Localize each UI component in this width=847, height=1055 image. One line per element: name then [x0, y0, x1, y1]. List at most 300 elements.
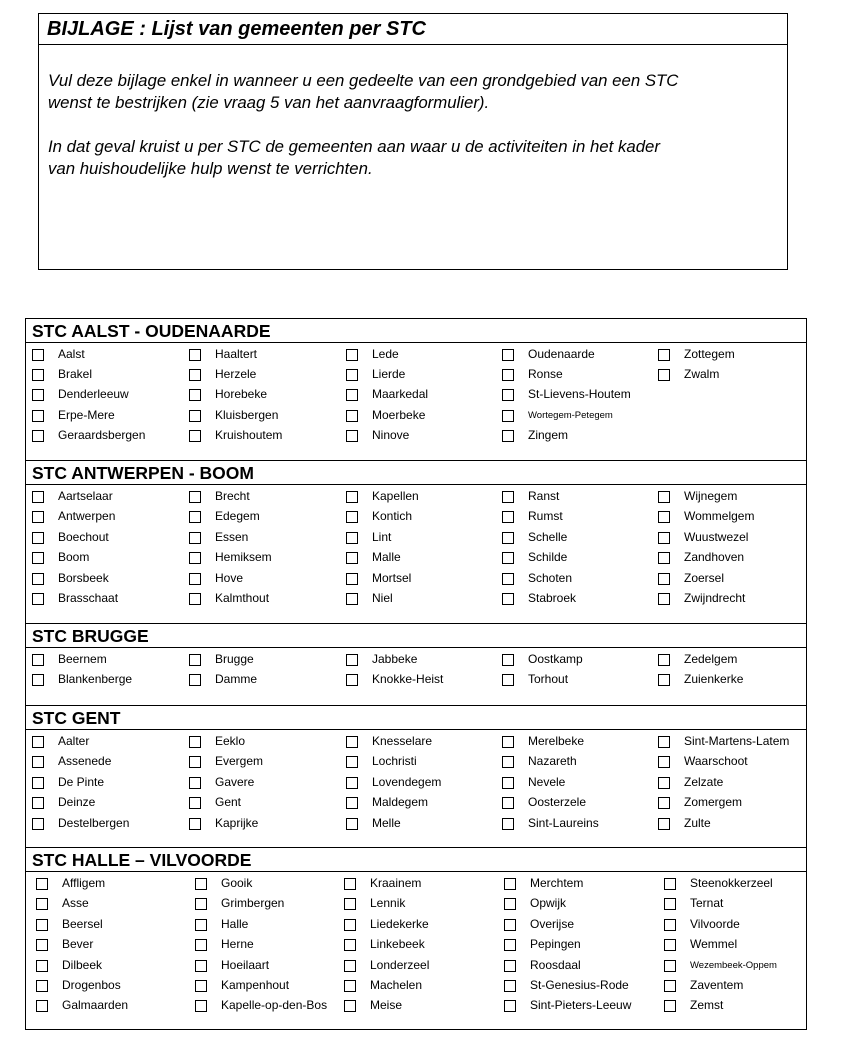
municipality-label: Zwijndrecht [684, 591, 746, 605]
municipality-checkbox[interactable] [502, 369, 514, 381]
municipality-option[interactable] [658, 796, 792, 816]
municipality-option[interactable] [36, 999, 170, 1019]
municipality-option[interactable] [504, 938, 638, 958]
municipality-label: Erpe-Mere [58, 407, 115, 422]
municipality-checkbox[interactable] [36, 980, 48, 992]
municipality-option[interactable] [36, 959, 170, 979]
municipality-option[interactable] [502, 429, 636, 449]
municipality-label: Denderleeuw [58, 387, 129, 402]
municipality-checkbox[interactable] [189, 756, 201, 768]
municipality-checkbox[interactable] [502, 593, 514, 605]
municipality-checkbox[interactable] [32, 818, 44, 830]
municipality-option[interactable] [502, 592, 636, 612]
municipality-checkbox[interactable] [32, 430, 44, 442]
municipality-option[interactable] [32, 348, 166, 368]
municipality-option[interactable] [664, 999, 798, 1019]
municipality-option[interactable] [32, 796, 166, 816]
municipality-label: Destelbergen [58, 815, 130, 830]
municipality-checkbox[interactable] [344, 898, 356, 910]
municipality-option[interactable] [32, 409, 166, 429]
municipality-option[interactable] [502, 551, 636, 571]
municipality-label: Zomergem [684, 795, 743, 810]
municipality-checkbox[interactable] [502, 430, 514, 442]
municipality-option[interactable] [658, 531, 792, 551]
municipality-checkbox[interactable] [32, 674, 44, 686]
municipality-option[interactable] [32, 429, 166, 449]
municipality-option[interactable] [36, 897, 170, 917]
municipality-checkbox[interactable] [195, 878, 207, 890]
municipality-checkbox[interactable] [346, 430, 358, 442]
municipality-option[interactable] [346, 490, 480, 510]
municipality-checkbox[interactable] [664, 878, 676, 890]
municipality-checkbox[interactable] [344, 960, 356, 972]
municipality-checkbox[interactable] [32, 389, 44, 401]
municipality-checkbox[interactable] [346, 349, 358, 361]
municipality-option[interactable] [504, 918, 638, 938]
municipality-option[interactable] [195, 979, 329, 999]
municipality-checkbox[interactable] [189, 573, 201, 585]
municipality-checkbox[interactable] [32, 654, 44, 666]
municipality-checkbox[interactable] [32, 349, 44, 361]
municipality-checkbox[interactable] [36, 939, 48, 951]
municipality-option[interactable] [658, 510, 792, 530]
municipality-checkbox[interactable] [658, 491, 670, 503]
municipality-option[interactable] [189, 368, 323, 388]
municipality-label: Kapelle-op-den-Bos [221, 998, 328, 1013]
municipality-option[interactable] [658, 735, 792, 755]
municipality-checkbox[interactable] [504, 878, 516, 890]
municipality-label: Geraardsbergen [58, 427, 146, 442]
municipality-checkbox[interactable] [32, 797, 44, 809]
municipality-option[interactable] [189, 409, 323, 429]
municipality-option[interactable] [502, 653, 636, 673]
municipality-checkbox[interactable] [32, 369, 44, 381]
municipality-checkbox[interactable] [664, 980, 676, 992]
municipality-label: Boom [58, 550, 90, 565]
instruction-paragraph-2 [48, 136, 660, 180]
municipality-label: Sint-Laureins [528, 815, 599, 830]
municipality-option[interactable] [502, 368, 636, 388]
municipality-checkbox[interactable] [346, 736, 358, 748]
municipality-checkbox[interactable] [346, 511, 358, 523]
municipality-option[interactable] [346, 531, 480, 551]
municipality-option[interactable] [195, 999, 329, 1019]
municipality-option[interactable] [504, 877, 638, 897]
municipality-label: Machelen [370, 978, 423, 992]
municipality-checkbox[interactable] [189, 430, 201, 442]
municipality-option[interactable] [36, 918, 170, 938]
municipality-checkbox[interactable] [502, 410, 514, 422]
municipality-option[interactable] [664, 959, 798, 979]
municipality-checkbox[interactable] [346, 593, 358, 605]
municipality-checkbox[interactable] [189, 511, 201, 523]
municipality-checkbox[interactable] [658, 593, 670, 605]
municipality-option[interactable] [346, 388, 480, 408]
municipality-option[interactable] [189, 531, 323, 551]
municipality-checkbox[interactable] [502, 511, 514, 523]
municipality-checkbox[interactable] [36, 878, 48, 890]
municipality-option[interactable] [658, 776, 792, 796]
municipality-option[interactable] [189, 429, 323, 449]
municipality-option[interactable] [32, 551, 166, 571]
municipality-option[interactable] [189, 388, 323, 408]
municipality-checkbox[interactable] [502, 573, 514, 585]
municipality-option[interactable] [346, 796, 480, 816]
municipality-label: Wortegem-Petegem [528, 409, 613, 421]
municipality-option[interactable] [502, 673, 636, 693]
municipality-checkbox[interactable] [189, 674, 201, 686]
municipality-checkbox[interactable] [32, 736, 44, 748]
municipality-checkbox[interactable] [189, 552, 201, 564]
municipality-option[interactable] [658, 653, 792, 673]
municipality-checkbox[interactable] [502, 552, 514, 564]
municipality-checkbox[interactable] [195, 898, 207, 910]
municipality-option[interactable] [502, 776, 636, 796]
municipality-option[interactable] [658, 348, 792, 368]
municipality-checkbox[interactable] [195, 939, 207, 951]
municipality-option[interactable] [658, 755, 792, 775]
municipality-checkbox[interactable] [189, 797, 201, 809]
municipality-label: Evergem [215, 754, 264, 769]
municipality-checkbox[interactable] [189, 369, 201, 381]
municipality-checkbox[interactable] [189, 491, 201, 503]
municipality-checkbox[interactable] [36, 960, 48, 972]
municipality-option[interactable] [189, 755, 323, 775]
municipality-option[interactable] [36, 938, 170, 958]
municipality-checkbox[interactable] [32, 491, 44, 503]
municipality-option[interactable] [346, 551, 480, 571]
municipality-label: Herne [221, 937, 254, 952]
municipality-option[interactable] [344, 999, 478, 1019]
municipality-option[interactable] [346, 653, 480, 673]
municipality-checkbox[interactable] [658, 552, 670, 564]
municipality-checkbox[interactable] [346, 369, 358, 381]
municipality-label: Niel [372, 591, 393, 605]
municipality-label: Zelzate [684, 774, 724, 789]
municipality-option[interactable] [189, 348, 323, 368]
municipality-label: Zandhoven [684, 550, 745, 565]
instruction-paragraph-1 [48, 70, 678, 114]
municipality-label: Schoten [528, 570, 573, 585]
municipality-checkbox[interactable] [504, 980, 516, 992]
municipality-checkbox[interactable] [32, 756, 44, 768]
municipality-checkbox[interactable] [344, 980, 356, 992]
stc-section [26, 705, 806, 848]
municipality-option[interactable] [346, 429, 480, 449]
municipality-option[interactable] [658, 368, 792, 388]
municipality-label: Opwijk [530, 896, 567, 911]
municipality-checkbox[interactable] [346, 532, 358, 544]
municipality-checkbox[interactable] [32, 777, 44, 789]
municipality-label: Ronse [528, 367, 563, 382]
municipality-checkbox[interactable] [502, 349, 514, 361]
municipality-option[interactable] [658, 572, 792, 592]
municipality-label: Knesselare [372, 734, 433, 748]
municipality-checkbox[interactable] [658, 756, 670, 768]
municipality-option[interactable] [344, 979, 478, 999]
municipality-checkbox[interactable] [189, 532, 201, 544]
intro-box [38, 13, 788, 270]
municipality-checkbox[interactable] [36, 898, 48, 910]
municipality-checkbox[interactable] [658, 573, 670, 585]
municipality-label: Gooik [221, 876, 253, 890]
municipality-option[interactable] [195, 918, 329, 938]
municipality-label: Mortsel [372, 570, 412, 585]
municipality-option[interactable] [658, 551, 792, 571]
municipality-checkbox[interactable] [664, 919, 676, 931]
municipality-checkbox[interactable] [504, 919, 516, 931]
municipality-option[interactable] [32, 572, 166, 592]
municipality-checkbox[interactable] [658, 674, 670, 686]
municipality-option[interactable] [346, 735, 480, 755]
instruction-line: van huishoudelijke hulp wenst te verrichten. [48, 159, 373, 178]
municipality-option[interactable] [658, 673, 792, 693]
municipality-option[interactable] [195, 959, 329, 979]
municipality-label: Eeklo [215, 734, 246, 748]
municipality-checkbox[interactable] [504, 939, 516, 951]
municipality-option[interactable] [195, 938, 329, 958]
municipality-option[interactable] [344, 897, 478, 917]
municipality-checkbox[interactable] [195, 960, 207, 972]
municipality-option[interactable] [504, 999, 638, 1019]
municipality-checkbox[interactable] [32, 573, 44, 585]
municipality-option[interactable] [664, 877, 798, 897]
municipality-checkbox[interactable] [36, 919, 48, 931]
municipality-checkbox[interactable] [658, 818, 670, 830]
municipality-label: Londerzeel [370, 957, 430, 972]
municipality-checkbox[interactable] [189, 736, 201, 748]
municipality-option[interactable] [195, 897, 329, 917]
municipality-checkbox[interactable] [504, 1000, 516, 1012]
municipality-label: Beersel [62, 916, 103, 931]
municipality-option[interactable] [346, 817, 480, 837]
municipality-option[interactable] [502, 817, 636, 837]
municipality-label: Aalst [58, 347, 85, 361]
municipality-checkbox[interactable] [346, 777, 358, 789]
municipality-checkbox[interactable] [195, 980, 207, 992]
stc-section-title: STC HALLE – VILVOORDE [26, 848, 806, 872]
municipality-option[interactable] [32, 673, 166, 693]
municipality-option[interactable] [32, 510, 166, 530]
municipality-checkbox[interactable] [658, 654, 670, 666]
municipality-option[interactable] [502, 510, 636, 530]
municipality-checkbox[interactable] [189, 410, 201, 422]
municipality-option[interactable] [344, 918, 478, 938]
municipality-checkbox[interactable] [502, 797, 514, 809]
municipality-option[interactable] [189, 817, 323, 837]
municipality-checkbox[interactable] [344, 1000, 356, 1012]
municipality-option[interactable] [189, 551, 323, 571]
municipality-option[interactable] [346, 572, 480, 592]
municipality-option[interactable] [346, 755, 480, 775]
municipality-option[interactable] [32, 388, 166, 408]
municipality-label: Zedelgem [684, 652, 738, 666]
municipality-option[interactable] [664, 918, 798, 938]
municipality-checkbox[interactable] [195, 1000, 207, 1012]
municipality-checkbox[interactable] [502, 818, 514, 830]
municipality-option[interactable] [346, 348, 480, 368]
municipality-option[interactable] [502, 531, 636, 551]
municipality-label: Roosdaal [530, 957, 581, 972]
municipality-option[interactable] [189, 490, 323, 510]
municipality-checkbox[interactable] [344, 919, 356, 931]
municipality-checkbox[interactable] [346, 797, 358, 809]
municipality-option[interactable] [664, 938, 798, 958]
municipality-checkbox[interactable] [346, 573, 358, 585]
municipality-checkbox[interactable] [502, 389, 514, 401]
municipality-checkbox[interactable] [664, 898, 676, 910]
municipality-option[interactable] [32, 776, 166, 796]
municipality-checkbox[interactable] [189, 777, 201, 789]
municipality-option[interactable] [36, 979, 170, 999]
municipality-option[interactable] [32, 531, 166, 551]
municipality-checkbox[interactable] [504, 898, 516, 910]
municipality-option[interactable] [502, 490, 636, 510]
municipality-checkbox[interactable] [502, 777, 514, 789]
municipality-option[interactable] [664, 897, 798, 917]
municipality-checkbox[interactable] [189, 389, 201, 401]
municipality-checkbox[interactable] [502, 491, 514, 503]
municipality-option[interactable] [189, 776, 323, 796]
municipality-checkbox[interactable] [502, 756, 514, 768]
municipality-option[interactable] [502, 735, 636, 755]
municipality-checkbox[interactable] [346, 756, 358, 768]
municipality-label: Maldegem [372, 795, 429, 810]
municipality-option[interactable] [189, 572, 323, 592]
municipality-checkbox[interactable] [504, 960, 516, 972]
municipality-label: Boechout [58, 529, 109, 544]
municipality-option[interactable] [346, 776, 480, 796]
municipality-label: Schilde [528, 550, 568, 565]
municipality-option[interactable] [344, 938, 478, 958]
municipality-option[interactable] [346, 510, 480, 530]
municipality-option[interactable] [502, 796, 636, 816]
municipality-checkbox[interactable] [346, 491, 358, 503]
municipality-option[interactable] [189, 592, 323, 612]
municipality-checkbox[interactable] [658, 736, 670, 748]
municipality-option[interactable] [32, 735, 166, 755]
municipality-checkbox[interactable] [658, 777, 670, 789]
municipality-option[interactable] [658, 490, 792, 510]
municipality-option[interactable] [32, 592, 166, 612]
municipality-label: Halle [221, 916, 249, 931]
municipality-checkbox[interactable] [344, 878, 356, 890]
municipality-checkbox[interactable] [195, 919, 207, 931]
municipality-checkbox[interactable] [344, 939, 356, 951]
municipality-checkbox[interactable] [189, 654, 201, 666]
municipality-option[interactable] [346, 592, 480, 612]
municipality-option[interactable] [189, 653, 323, 673]
municipality-option[interactable] [32, 755, 166, 775]
municipality-checkbox[interactable] [32, 511, 44, 523]
municipality-checkbox[interactable] [189, 349, 201, 361]
municipality-label: Zwalm [684, 367, 720, 382]
municipality-option[interactable] [344, 877, 478, 897]
municipality-option[interactable] [658, 592, 792, 612]
municipality-option[interactable] [189, 510, 323, 530]
municipality-checkbox[interactable] [658, 532, 670, 544]
stc-section [26, 460, 806, 624]
municipality-option[interactable] [502, 572, 636, 592]
municipality-checkbox[interactable] [346, 389, 358, 401]
municipality-checkbox[interactable] [502, 654, 514, 666]
municipality-checkbox[interactable] [658, 369, 670, 381]
municipality-checkbox[interactable] [346, 674, 358, 686]
municipality-option[interactable] [189, 673, 323, 693]
municipality-checkbox[interactable] [189, 593, 201, 605]
municipality-checkbox[interactable] [658, 349, 670, 361]
municipality-option[interactable] [502, 755, 636, 775]
instruction-line: Vul deze bijlage enkel in wanneer u een gedeelte van een grondgebied van een STC [48, 71, 679, 90]
municipality-label: Kaprijke [215, 815, 259, 830]
municipality-option[interactable] [32, 817, 166, 837]
municipality-option[interactable] [346, 368, 480, 388]
municipality-checkbox[interactable] [36, 1000, 48, 1012]
municipality-option[interactable] [32, 490, 166, 510]
municipality-option[interactable] [502, 409, 636, 429]
municipality-option[interactable] [32, 368, 166, 388]
municipality-label: Zottegem [684, 347, 735, 361]
municipality-label: Linkebeek [370, 937, 425, 952]
municipality-checkbox[interactable] [664, 960, 676, 972]
municipality-checkbox[interactable] [502, 532, 514, 544]
municipality-option[interactable] [504, 979, 638, 999]
municipality-checkbox[interactable] [32, 410, 44, 422]
municipality-checkbox[interactable] [346, 410, 358, 422]
municipality-label: Oostkamp [528, 652, 583, 666]
municipality-label: Kontich [372, 509, 413, 524]
municipality-option[interactable] [346, 409, 480, 429]
municipality-checkbox[interactable] [32, 593, 44, 605]
municipality-label: Asse [62, 896, 89, 911]
municipality-label: Affligem [62, 876, 106, 890]
municipality-checkbox[interactable] [346, 552, 358, 564]
municipality-checkbox[interactable] [664, 1000, 676, 1012]
municipality-option[interactable] [504, 897, 638, 917]
municipality-option[interactable] [344, 959, 478, 979]
municipality-option[interactable] [189, 796, 323, 816]
municipality-checkbox[interactable] [658, 797, 670, 809]
municipality-option[interactable] [195, 877, 329, 897]
municipality-label: Lede [372, 347, 399, 361]
municipality-option[interactable] [346, 673, 480, 693]
municipality-checkbox[interactable] [32, 532, 44, 544]
municipality-option[interactable] [502, 348, 636, 368]
municipality-option[interactable] [502, 388, 636, 408]
municipality-checkbox[interactable] [664, 939, 676, 951]
municipality-checkbox[interactable] [346, 654, 358, 666]
municipality-label: Beernem [58, 652, 107, 666]
municipality-option[interactable] [658, 817, 792, 837]
municipality-checkbox[interactable] [346, 818, 358, 830]
municipality-checkbox[interactable] [502, 674, 514, 686]
municipality-option[interactable] [664, 979, 798, 999]
municipality-option[interactable] [189, 735, 323, 755]
municipality-checkbox[interactable] [189, 818, 201, 830]
municipality-label: Nazareth [528, 754, 577, 769]
municipality-label: Knokke-Heist [372, 672, 444, 687]
municipality-label: Kapellen [372, 489, 419, 503]
municipality-checkbox[interactable] [32, 552, 44, 564]
municipality-checkbox[interactable] [502, 736, 514, 748]
stc-section [26, 847, 806, 1030]
municipality-checkbox[interactable] [658, 511, 670, 523]
municipality-option[interactable] [36, 877, 170, 897]
municipality-option[interactable] [504, 959, 638, 979]
municipality-label: Waarschoot [684, 754, 748, 769]
municipality-label: Kalmthout [215, 591, 270, 605]
municipality-option[interactable] [32, 653, 166, 673]
